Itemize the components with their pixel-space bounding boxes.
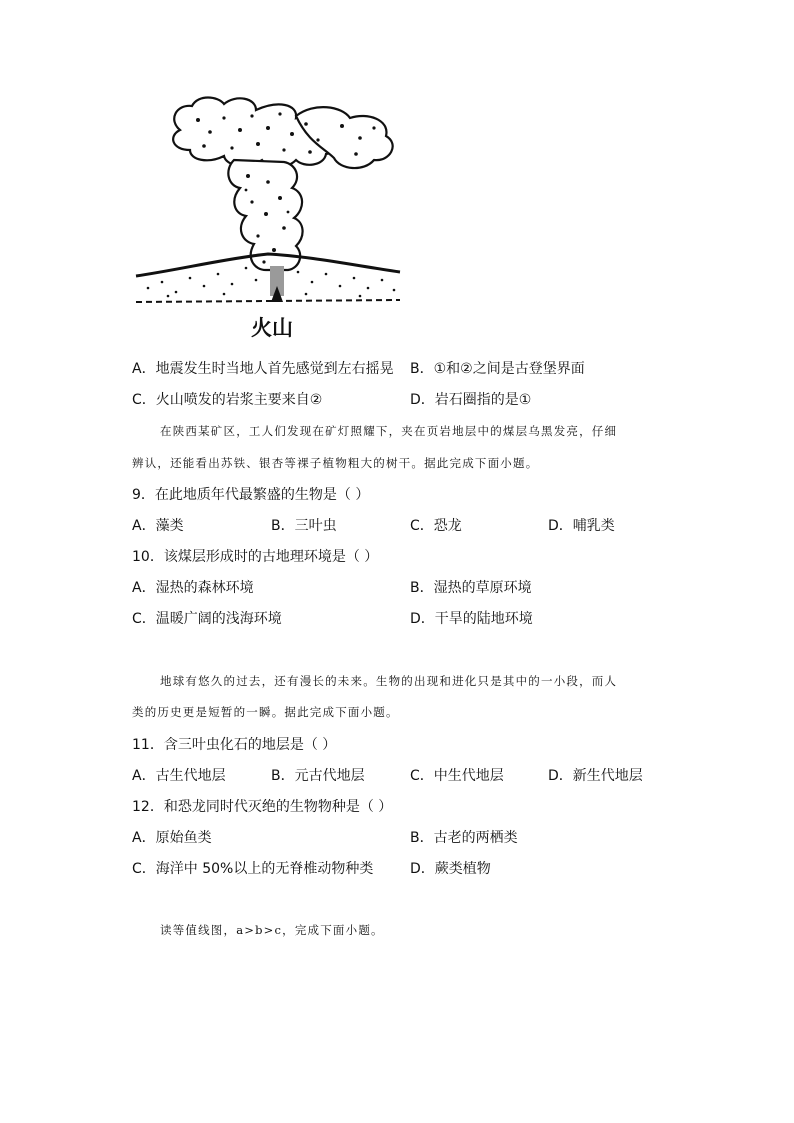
q9-option-a: A．藻类 [132,518,184,534]
figure-caption: 火山 [251,316,293,340]
q10-stem: 10．该煤层形成时的古地理环境是（ ） [132,549,379,565]
q12-option-b: B．古老的两栖类 [410,830,518,846]
q8-option-d: D．岩石圈指的是① [410,392,532,408]
q11-option-a: A．古生代地层 [132,768,226,784]
passage1-line2: 辨认，还能看出苏铁、银杏等裸子植物粗大的树干。据此完成下面小题。 [132,456,539,470]
q11-option-b: B．元古代地层 [271,768,365,784]
volcano-figure [128,90,408,350]
q8-option-b: B．①和②之间是古登堡界面 [410,361,585,377]
passage1-line1: 在陕西某矿区，工人们发现在矿灯照耀下，夹在页岩地层中的煤层乌黑发亮，仔细 [160,424,618,438]
q10-option-c: C．温暖广阔的浅海环境 [132,611,282,627]
q12-option-d: D．蕨类植物 [410,861,491,877]
q12-stem: 12．和恐龙同时代灭绝的生物物种是（ ） [132,799,393,815]
q12-option-c: C．海洋中 50%以上的无脊椎动物种类 [132,861,374,877]
q10-option-a: A．湿热的森林环境 [132,580,254,596]
q11-option-d: D．新生代地层 [548,768,643,784]
q11-stem: 11．含三叶虫化石的地层是（ ） [132,737,337,753]
q9-option-d: D．哺乳类 [548,518,615,534]
passage2-line1: 地球有悠久的过去，还有漫长的未来。生物的出现和进化只是其中的一小段，而人 [160,674,618,688]
q8-option-c: C．火山喷发的岩浆主要来自② [132,392,323,408]
passage2-line2: 类的历史更是短暂的一瞬。据此完成下面小题。 [132,705,399,719]
q9-stem: 9．在此地质年代最繁盛的生物是（ ） [132,487,370,503]
q11-option-c: C．中生代地层 [410,768,504,784]
q9-option-c: C．恐龙 [410,518,462,534]
q9-option-b: B．三叶虫 [271,518,337,534]
q8-option-a: A．地震发生时当地人首先感觉到左右摇晃 [132,361,394,377]
q10-option-b: B．湿热的草原环境 [410,580,532,596]
q12-option-a: A．原始鱼类 [132,830,212,846]
passage3-line1: 读等值线图，a>b>c，完成下面小题。 [160,923,384,937]
q10-option-d: D．干旱的陆地环境 [410,611,533,627]
